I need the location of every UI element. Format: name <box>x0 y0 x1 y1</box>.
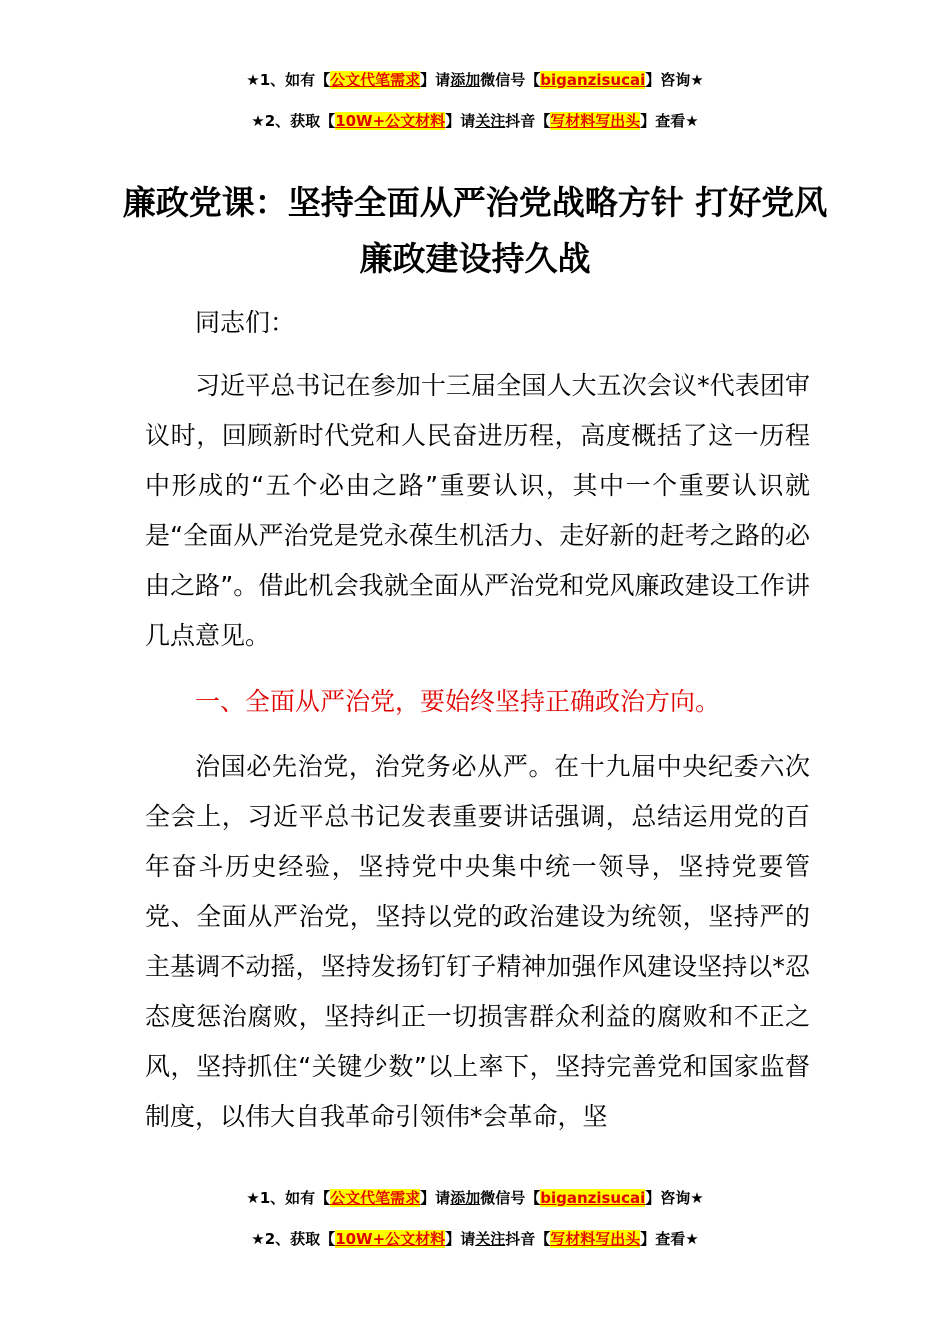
top-banner-line-1 <box>0 69 950 91</box>
highlight-douyin: 写材料写出头 <box>550 1230 641 1248</box>
banner-text: 】请 <box>445 112 476 130</box>
highlight-materials: 10W+公文材料 <box>335 112 446 130</box>
banner-text: ★2、获取【 <box>251 1230 336 1248</box>
underlined-follow: 关注 <box>475 1230 506 1248</box>
underlined-add: 添加 <box>450 1189 481 1207</box>
highlight-douyin: 写材料写出头 <box>550 112 641 130</box>
paragraph-2: 治国必先治党，治党务必从严。在十九届中央纪委六次全会上，习近平总书记发表重要讲话强调，总结运用党的百年奋斗历史经验，坚持党中央集中统一领导，坚持党要管党、全面从严治党，坚持以党的政治建设为统领，坚持严的主基调不动摇，坚持发扬钉钉子精神加强作风建设坚持以*忍态度惩治腐败，坚持纠正一切损害群众利益的腐败和不正之风，坚持抓住“关键少数”以上率下，坚持完善党和国家监督制度，以伟大自我革命引领伟*会革命，坚 <box>145 752 810 1131</box>
banner-text: 】查看★ <box>640 112 699 130</box>
paragraph-1: 习近平总书记在参加十三届全国人大五次会议*代表团审议时，回顾新时代党和人民奋进历程，高度概括了这一历程中形成的“五个必由之路”重要认识，其中一个重要认识就是“全面从严治党是党永葆生机活力、走好新的赶考之路的必由之路”。借此机会我就全面从严治党和党风廉政建设工作讲几点意见。 <box>145 371 810 650</box>
banner-text: 】请 <box>445 1230 476 1248</box>
banner-text: 】咨询★ <box>645 1189 704 1207</box>
top-banner-line-2 <box>0 110 950 132</box>
underlined-add: 添加 <box>450 71 481 89</box>
highlight-materials: 10W+公文材料 <box>335 1230 446 1248</box>
banner-text: ★1、如有【 <box>246 71 331 89</box>
banner-text: 微信号【 <box>480 1189 541 1207</box>
banner-text: 】请 <box>420 1189 451 1207</box>
highlight-ghostwriting: 公文代笔需求 <box>330 71 421 89</box>
bottom-banner-line-1 <box>0 1187 950 1209</box>
banner-text: ★2、获取【 <box>251 112 336 130</box>
greeting: 同志们： <box>195 308 296 337</box>
banner-text: 】查看★ <box>640 1230 699 1248</box>
highlight-wechat-id: biganzisucai <box>540 1189 646 1207</box>
document-title: 廉政党课：坚持全面从严治党战略方针 打好党风廉政建设持久战 <box>122 183 828 278</box>
banner-text: 抖音【 <box>505 1230 551 1248</box>
banner-text: 抖音【 <box>505 112 551 130</box>
highlight-wechat-id: biganzisucai <box>540 71 646 89</box>
bottom-banner-line-2 <box>0 1228 950 1250</box>
underlined-follow: 关注 <box>475 112 506 130</box>
banner-text: ★1、如有【 <box>246 1189 331 1207</box>
banner-text: 】咨询★ <box>645 71 704 89</box>
section-1-heading: 一、全面从严治党，要始终坚持正确政治方向。 <box>195 687 721 716</box>
banner-text: 微信号【 <box>480 71 541 89</box>
highlight-ghostwriting: 公文代笔需求 <box>330 1189 421 1207</box>
banner-text: 】请 <box>420 71 451 89</box>
